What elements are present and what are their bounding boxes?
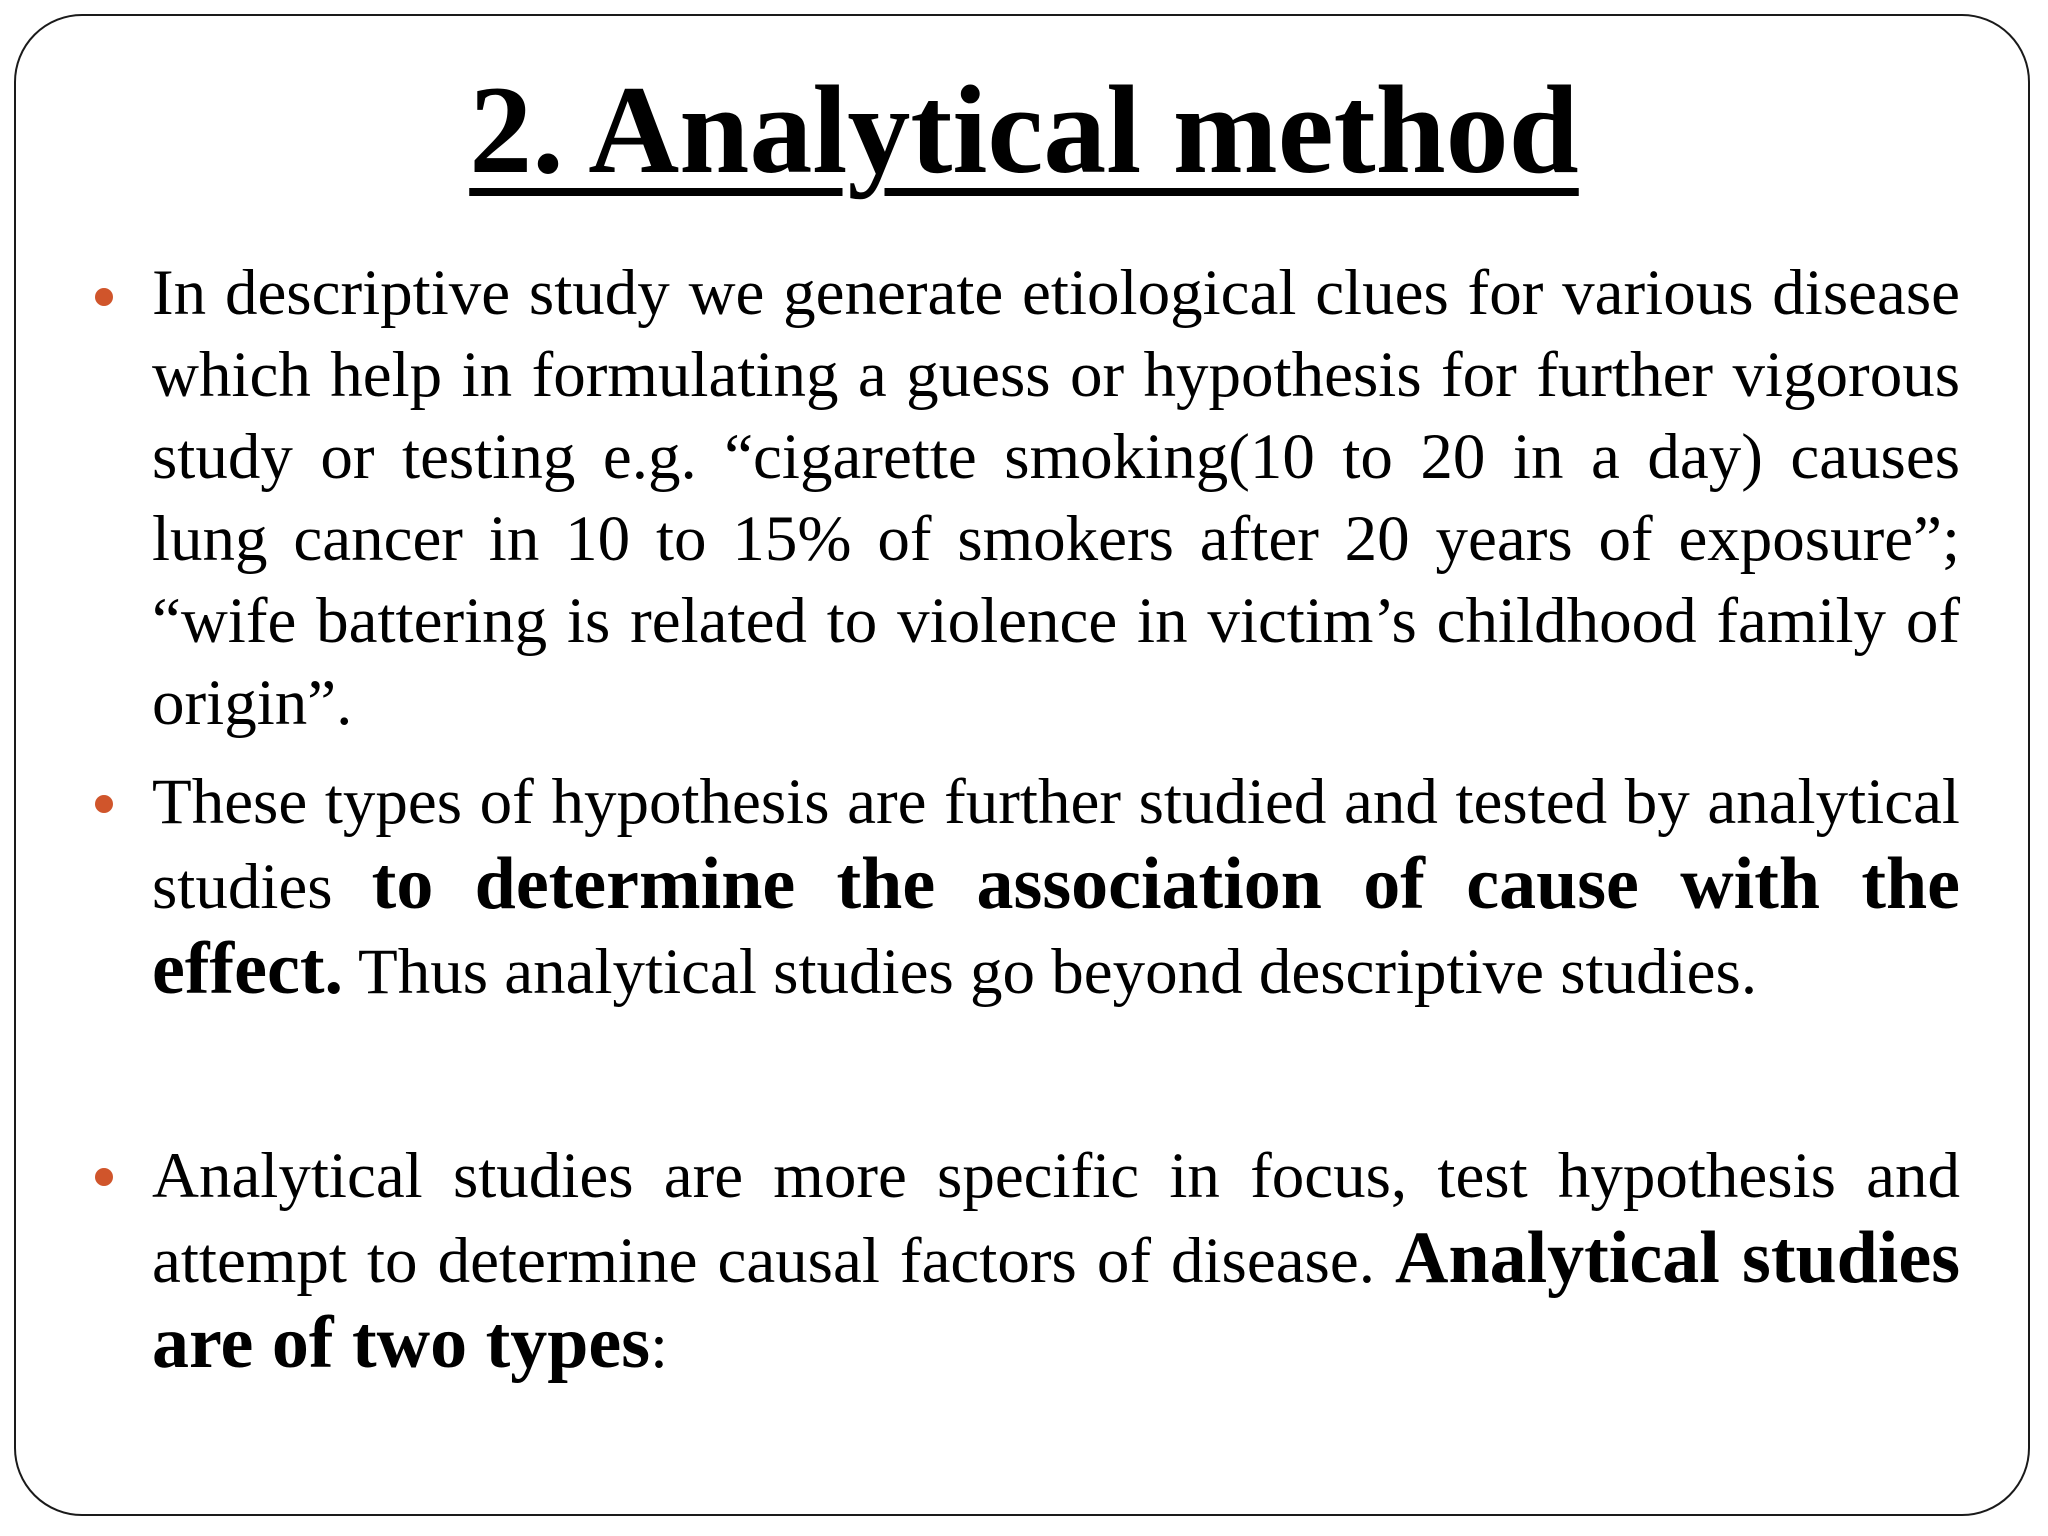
bullet-paragraph-3 xyxy=(152,1135,1960,1387)
bullet-dot-icon xyxy=(95,1168,113,1186)
bullet-paragraph-2 xyxy=(152,761,1960,1013)
slide-title xyxy=(0,56,2048,206)
bullet-dot-icon xyxy=(95,288,113,306)
bullet-3-bold-text: Analytical studies are of two types xyxy=(152,1217,1961,1384)
slide-title-text: 2. Analytical method xyxy=(469,61,1579,200)
bullet-2-bold-text: to determine the association of cause with the effect. xyxy=(152,843,1961,1010)
bullet-2-text-end: Thus analytical studies go beyond descriptive studies. xyxy=(342,936,1758,1008)
bullet-dot-icon xyxy=(95,795,113,813)
bullet-3-text: Analytical studies are more specific in focus, test hypothesis and attempt to determine causal factors of disease. xyxy=(152,1140,1960,1297)
bullet-paragraph-1 xyxy=(152,252,1960,744)
bullet-3-text-end: : xyxy=(650,1310,669,1382)
bullet-1-text: In descriptive study we generate etiological clues for various disease which help in formulating a guess or hypothesis for further vigorous study or testing e.g. “cigarette smoking(10 to 20 in a day) causes lung cancer in 10 to 15% of smokers after 20 years of exposure”; “wife battering is related to violence in victim’s childhood family of origin”. xyxy=(152,257,1960,739)
bullet-2-text: These types of hypothesis are further studied and tested by analytical studies xyxy=(152,766,1960,923)
